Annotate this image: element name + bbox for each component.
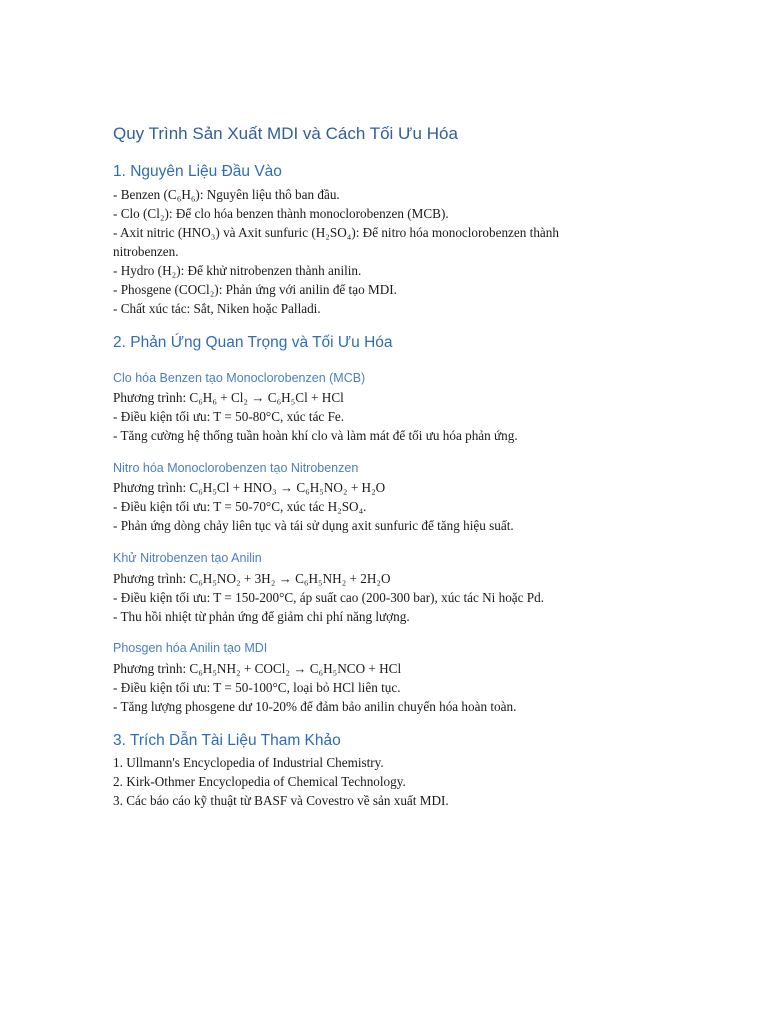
subsection-heading-chlorination: Clo hóa Benzen tạo Monoclorobenzen (MCB) — [113, 371, 366, 385]
equation-line: Phương trình: C₆H₆ + Cl₂ → C₆H₅Cl + HCl — [113, 390, 344, 405]
subsection-body-reduction — [113, 569, 723, 626]
body-line: nitrobenzen. — [113, 244, 179, 259]
references-list — [113, 753, 723, 810]
document-title: Quy Trình Sản Xuất MDI và Cách Tối Ưu Hóa — [113, 124, 458, 143]
body-line: - Benzen (C₆H₆): Nguyên liệu thô ban đầu. — [113, 187, 340, 202]
body-line: - Tăng lượng phosgene dư 10-20% để đảm bảo anilin chuyển hóa hoàn toàn. — [113, 699, 517, 714]
subsection-heading-reduction: Khử Nitrobenzen tạo Anilin — [113, 551, 262, 565]
equation-line: Phương trình: C₆H₅NO₂ + 3H₂ → C₆H₅NH₂ + 2H₂O — [113, 571, 391, 586]
reference-item: 2. Kirk-Othmer Encyclopedia of Chemical Technology. — [113, 774, 406, 789]
body-line: - Phosgene (COCl₂): Phản ứng với anilin để tạo MDI. — [113, 282, 397, 297]
body-line: - Điều kiện tối ưu: T = 50-80°C, xúc tác Fe. — [113, 409, 345, 424]
body-line: - Axit nitric (HNO₃) và Axit sunfuric (H₂SO₄): Để nitro hóa monoclorobenzen thành — [113, 225, 559, 240]
body-line: - Hydro (H₂): Để khử nitrobenzen thành anilin. — [113, 263, 362, 278]
body-line: - Phản ứng dòng chảy liên tục và tái sử dụng axit sunfuric để tăng hiệu suất. — [113, 518, 514, 533]
reference-item: 3. Các báo cáo kỹ thuật từ BASF và Covestro về sản xuất MDI. — [113, 793, 449, 808]
body-line: - Điều kiện tối ưu: T = 50-100°C, loại bỏ HCl liên tục. — [113, 680, 401, 695]
section-1-body — [113, 185, 723, 318]
subsection-body-phosgenation — [113, 659, 723, 716]
subsection-heading-nitration: Nitro hóa Monoclorobenzen tạo Nitrobenzen — [113, 461, 359, 475]
section-2-heading: 2. Phản Ứng Quan Trọng và Tối Ưu Hóa — [113, 334, 393, 351]
subsection-body-nitration — [113, 478, 723, 535]
body-line: - Điều kiện tối ưu: T = 150-200°C, áp suất cao (200-300 bar), xúc tác Ni hoặc Pd. — [113, 590, 545, 605]
body-line: - Chất xúc tác: Sắt, Niken hoặc Palladi. — [113, 301, 321, 316]
section-3-heading: 3. Trích Dẫn Tài Liệu Tham Khảo — [113, 732, 341, 749]
equation-line: Phương trình: C₆H₅NH₂ + COCl₂ → C₆H₅NCO + HCl — [113, 661, 402, 676]
body-line: - Thu hồi nhiệt từ phản ứng để giảm chi phí năng lượng. — [113, 609, 410, 624]
subsection-heading-phosgenation: Phosgen hóa Anilin tạo MDI — [113, 641, 268, 655]
section-1-heading: 1. Nguyên Liệu Đầu Vào — [113, 163, 282, 180]
body-line: - Clo (Cl₂): Để clo hóa benzen thành monoclorobenzen (MCB). — [113, 206, 449, 221]
equation-line: Phương trình: C₆H₅Cl + HNO₃ → C₆H₅NO₂ + H₂O — [113, 480, 386, 495]
subsection-body-chlorination — [113, 388, 723, 445]
reference-item: 1. Ullmann's Encyclopedia of Industrial Chemistry. — [113, 755, 384, 770]
body-line: - Tăng cường hệ thống tuần hoàn khí clo và làm mát để tối ưu hóa phản ứng. — [113, 428, 518, 443]
body-line: - Điều kiện tối ưu: T = 50-70°C, xúc tác H₂SO₄. — [113, 499, 367, 514]
